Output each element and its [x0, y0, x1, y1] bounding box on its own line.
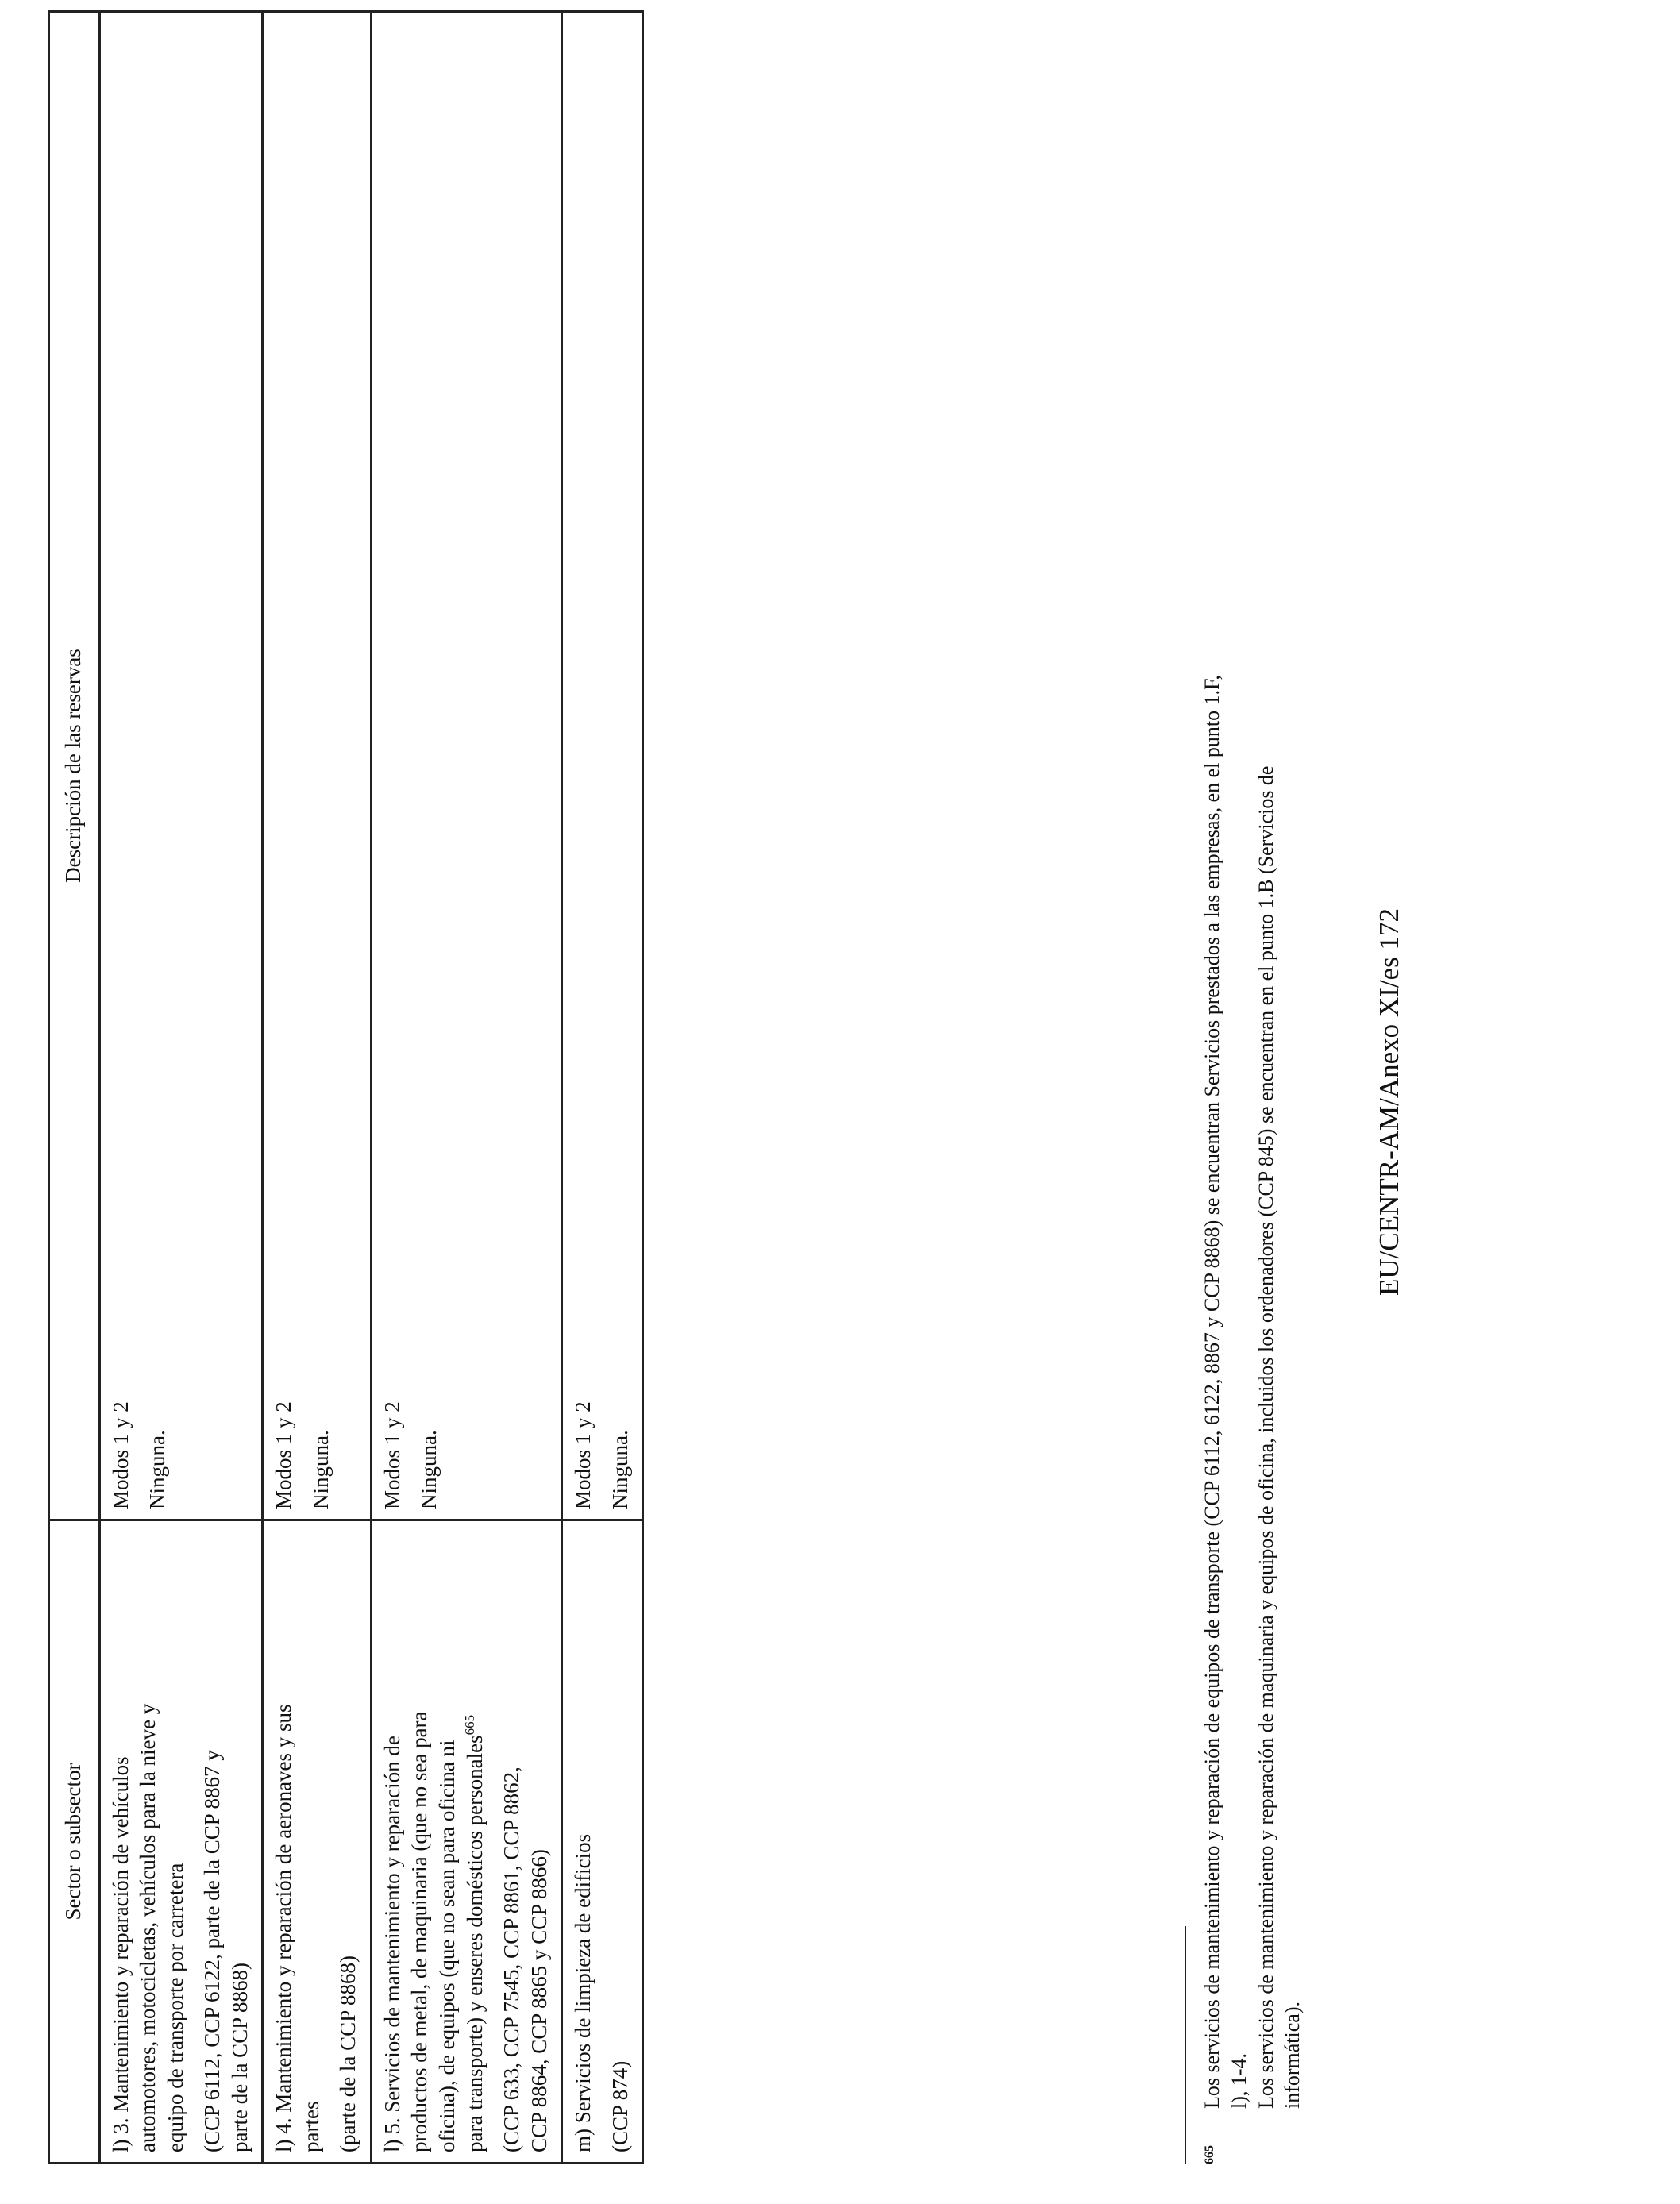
table-row — [99, 12, 263, 2164]
sector-text-line: oficina), de equipos (que no sean para oficina ni — [435, 1740, 460, 2152]
footnote-line: l), 1-4. — [1227, 2052, 1250, 2109]
footnote-line: Los servicios de mantenimiento y reparación de maquinaria y equipos de oficina, incluidos los ordenadores (CCP 845) se encuentran en el punto 1.B (Servicios de — [1254, 765, 1277, 2109]
description-mode: Modos 1 y 2 — [571, 1401, 595, 1509]
sector-cell — [263, 1520, 372, 2164]
sector-text-line: automotores, motocicletas, vehículos para la nieve y — [136, 1703, 160, 2152]
sector-codes-line: (CCP 874) — [607, 2060, 632, 2152]
description-value: Ninguna. — [308, 1430, 333, 1509]
sector-text-line: l) 3. Mantenimiento y reparación de vehículos — [108, 1756, 133, 2152]
table-header-row — [49, 12, 100, 2164]
sector-codes-line: parte de la CCP 8868) — [227, 1963, 252, 2152]
description-mode: Modos 1 y 2 — [380, 1401, 404, 1509]
sector-cell — [562, 1520, 643, 2164]
footnote-reference[interactable]: 665 — [461, 1714, 477, 1736]
table-row — [562, 12, 643, 2164]
sector-codes-line: (parte de la CCP 8868) — [336, 1955, 360, 2152]
sector-text-line: equipo de transporte por carretera — [163, 1863, 187, 2152]
description-cell — [371, 12, 561, 1520]
sector-text-line: l) 5. Servicios de mantenimiento y reparación de — [380, 1736, 404, 2152]
footnote-number: 665 — [1203, 2145, 1216, 2164]
description-cell — [263, 12, 372, 1520]
description-value: Ninguna. — [145, 1430, 170, 1509]
sector-text-fragment: para transporte) y enseres domésticos personales — [462, 1735, 487, 2152]
description-cell — [562, 12, 643, 1520]
sector-cell — [371, 1520, 561, 2164]
sector-text-line: l) 4. Mantenimiento y reparación de aeronaves y sus — [272, 1704, 296, 2152]
sector-codes-line: (CCP 6112, CCP 6122, parte de la CCP 8867 y — [200, 1750, 225, 2152]
description-cell — [99, 12, 263, 1520]
footnote-separator — [1185, 1926, 1186, 2164]
description-value: Ninguna. — [607, 1430, 632, 1509]
footnote-line: informática). — [1281, 2002, 1304, 2109]
header-description: Descripción de las reservas — [49, 12, 100, 1520]
sector-codes-line: (CCP 633, CCP 7545, CCP 8861, CCP 8862, — [499, 1767, 524, 2152]
table-row — [371, 12, 561, 2164]
sector-codes-line: CCP 8864, CCP 8865 y CCP 8866) — [526, 1849, 551, 2152]
sector-text-line: partes — [299, 2101, 323, 2152]
description-mode: Modos 1 y 2 — [108, 1401, 133, 1509]
footnote-body — [1199, 179, 1306, 2109]
header-sector: Sector o subsector — [49, 1520, 100, 2164]
table-row — [263, 12, 372, 2164]
footnote — [1199, 179, 1306, 2164]
sector-text-line: productos de metal, de maquinaria (que no sea para — [407, 1711, 432, 2152]
description-value: Ninguna. — [417, 1430, 441, 1509]
sector-text-line — [461, 1531, 489, 2152]
reservations-table — [48, 10, 644, 2164]
sector-cell — [99, 1520, 263, 2164]
sector-text-line: m) Servicios de limpieza de edificios — [571, 1833, 595, 2152]
footnote-line: Los servicios de mantenimiento y reparación de equipos de transporte (CCP 6112, 6122, 8867 y CCP 8868) se encuentran Servicios prestados a las empresas, en el punto 1.F, — [1200, 675, 1223, 2109]
page-reference: EU/CENTR-AM/Anexo XI/es 172 — [1374, 908, 1404, 1297]
description-mode: Modos 1 y 2 — [272, 1401, 296, 1509]
